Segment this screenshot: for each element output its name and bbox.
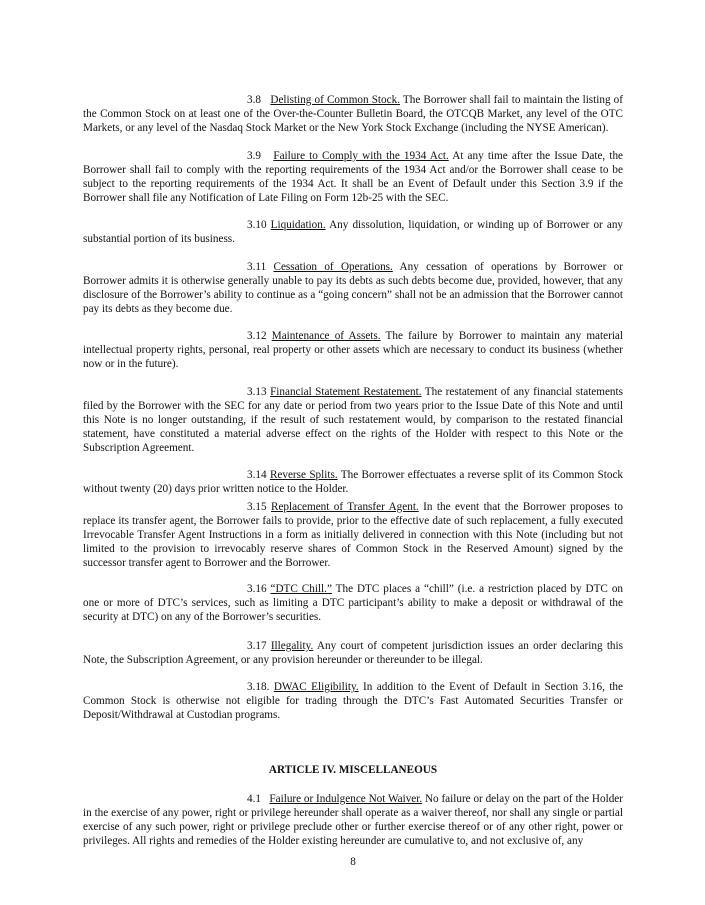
section-number: 3.17	[247, 640, 267, 652]
section-body: Any dissolution, liquidation, or winding up of Borrower or any substantial portion of its business.	[83, 219, 624, 245]
section-3-13	[83, 385, 623, 455]
section-title: DWAC Eligibility.	[273, 681, 359, 693]
page-number: 8	[350, 856, 356, 868]
section-body: In the event that the Borrower proposes to replace its transfer agent, the Borrower fails to provide, prior to the effective date of such replacement, a fully executed Irrevocable Transfer Agent Instructions in a form as initially delivered in connection with this Note (including but not limited to the provision to irrevocably reserve shares of Common Stock in the Reserved Amount) signed by the successor transfer agent to Borrower and the Borrower.	[83, 501, 623, 569]
section-number: 3.14	[247, 469, 267, 481]
section-title: Liquidation.	[270, 219, 326, 231]
section-title: Maintenance of Assets.	[271, 330, 381, 342]
section-number: 3.15	[247, 501, 267, 513]
section-title: Failure to Comply with the 1934 Act.	[273, 150, 449, 162]
section-3-15	[83, 500, 623, 570]
section-3-11	[83, 260, 623, 316]
section-body: In addition to the Event of Default in Section 3.16, the Common Stock is otherwise not eligible for trading through the DTC’s Fast Automated Securities Transfer or Deposit/Withdrawal at Custodian programs.	[83, 681, 623, 721]
section-number: 3.11	[247, 261, 267, 273]
section-number: 3.8	[247, 94, 261, 106]
section-body: The failure by Borrower to maintain any material intellectual property rights, personal, real property or other assets which are necessary to conduct its business (whether now or in the future).	[83, 330, 623, 370]
section-title: Reverse Splits.	[269, 469, 338, 481]
section-body: Any cessation of operations by Borrower or Borrower admits it is otherwise generally unable to pay its debts as such debts become due, provided, however, that any disclosure of the Borrower’s ability to continue as a “going concern” shall not be an admission that the Borrower cannot pay its debts as they become due.	[83, 261, 623, 315]
section-number: 3.12	[247, 330, 267, 342]
section-body: Any court of competent jurisdiction issues an order declaring this Note, the Subscription Agreement, or any provision hereunder or thereunder to be illegal.	[83, 640, 623, 666]
section-body: The Borrower shall fail to maintain the listing of the Common Stock on at least one of the Over-the-Counter Bulletin Board, the OTCQB Market, any level of the OTC Markets, or any level of the Nasdaq Stock Market or the New York Stock Exchange (including the NYSE American).	[83, 94, 624, 134]
section-3-12	[83, 329, 623, 371]
section-3-18	[83, 680, 623, 722]
section-title: Cessation of Operations.	[273, 261, 393, 273]
section-number: 3.9	[247, 150, 261, 162]
section-body: At any time after the Issue Date, the Borrower shall fail to comply with the reporting requirements of the 1934 Act and/or the Borrower shall cease to be subject to the reporting requirements of the 1934 Act. It shall be an Event of Default under this Section 3.9 if the Borrower shall file any Notification of Late Filing on Form 12b-25 with the SEC.	[83, 150, 624, 204]
section-3-16	[83, 582, 623, 624]
section-title: Replacement of Transfer Agent.	[270, 501, 419, 513]
section-body: The Borrower effectuates a reverse split of its Common Stock without twenty (20) days prior written notice to the Holder.	[83, 469, 624, 495]
section-3-17	[83, 639, 623, 667]
section-3-8	[83, 93, 623, 135]
section-title: Financial Statement Restatement.	[270, 386, 422, 398]
section-number: 3.13	[247, 386, 267, 398]
article-heading: ARTICLE IV. MISCELLANEOUS	[268, 764, 438, 776]
section-3-10	[83, 218, 623, 246]
section-title: Failure or Indulgence Not Waiver.	[269, 793, 423, 805]
section-body: The restatement of any financial statements filed by the Borrower with the SEC for any date or period from two years prior to the Issue Date of this Note and until this Note is no longer outstanding, if the result of such restatement would, by comparison to the restated financial statement, have constituted a material adverse effect on the rights of the Holder with respect to this Note or the Subscription Agreement.	[83, 386, 623, 454]
section-3-14	[83, 468, 623, 496]
section-number: 3.18.	[247, 681, 270, 693]
section-number: 3.10	[247, 219, 267, 231]
section-number: 3.16	[247, 583, 267, 595]
section-title: Illegality.	[270, 640, 314, 652]
section-title: “DTC Chill.”	[270, 583, 332, 595]
section-3-9	[83, 149, 623, 205]
section-title: Delisting of Common Stock.	[270, 94, 400, 106]
section-body: No failure or delay on the part of the Holder in the exercise of any power, right or privilege hereunder shall operate as a waiver thereof, nor shall any single or partial exercise of any such power, right or privilege preclude other or further exercise thereof or of any other right, power or privileges. All rights and remedies of the Holder existing hereunder are cumulative to, and not exclusive of, any	[83, 793, 623, 847]
section-4-1	[83, 792, 623, 848]
section-number: 4.1	[247, 793, 261, 805]
section-body: The DTC places a “chill” (i.e. a restriction placed by DTC on one or more of DTC’s services, such as limiting a DTC participant’s ability to make a deposit or withdrawal of the security at DTC) on any of the Borrower’s securities.	[83, 583, 624, 623]
